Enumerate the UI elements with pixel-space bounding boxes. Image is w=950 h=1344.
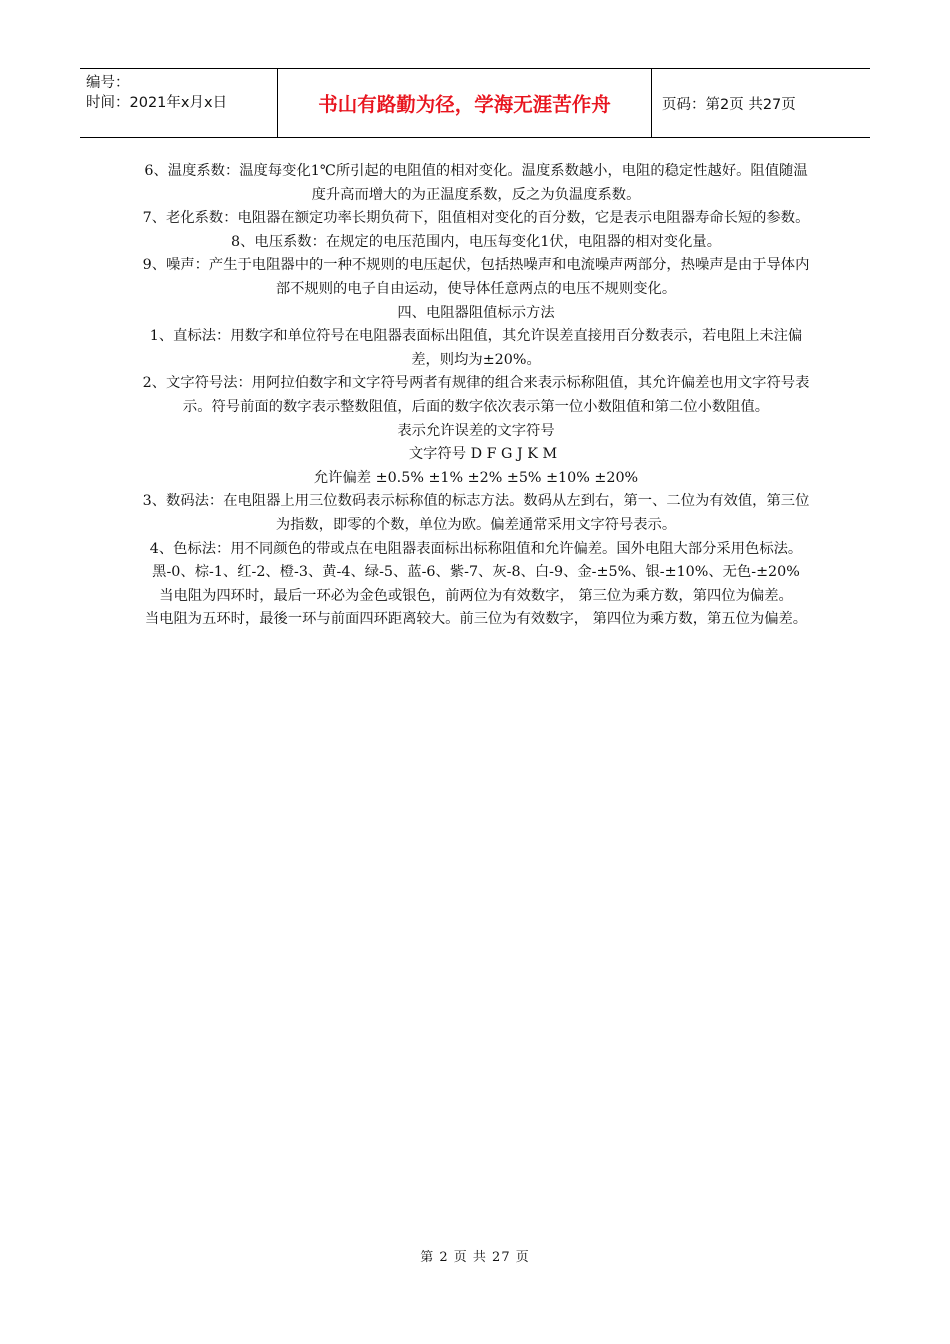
paragraph-voltage-coefficient: 8、电压系数：在规定的电压范围内，电压每变化1伏，电阻器的相对变化量。 bbox=[231, 233, 721, 250]
paragraph-five-band: 当电阻为五环时，最後一环与前面四环距离较大。前三位为有效数字， 第四位为乘方数，第五位为偏差。 bbox=[144, 611, 808, 628]
number-label: 编号： bbox=[86, 75, 130, 91]
tolerance-table-title: 表示允许误差的文字符号 bbox=[397, 422, 555, 439]
section-heading: 四、电阻器阻值标示方法 bbox=[397, 304, 555, 321]
header-motto-cell bbox=[278, 69, 652, 137]
document-body bbox=[140, 160, 812, 632]
paragraph-color-code: 4、色标法：用不同颜色的带或点在电阻器表面标出标称阻值和允许偏差。国外电阻大部分采用色标法。 bbox=[149, 540, 803, 557]
tolerance-values-row: 允许偏差 ±0.5% ±1% ±2% ±5% ±10% ±20% bbox=[313, 469, 639, 486]
paragraph-text-symbol: 2、文字符号法：用阿拉伯数字和文字符号两者有规律的组合来表示标称阻值，其允许偏差也用文字符号表示。符号前面的数字表示整数阻值，后面的数字依次表示第一位小数阻值和第二位小数阻值。 bbox=[142, 375, 810, 415]
paragraph-four-band: 当电阻为四环时，最后一环必为金色或银色，前两位为有效数字， 第三位为乘方数，第四位为偏差。 bbox=[159, 587, 793, 604]
motto: 书山有路勤为径，学海无涯苦作舟 bbox=[318, 93, 611, 116]
page-header bbox=[80, 68, 870, 138]
tolerance-symbols-row: 文字符号 D F G J K M bbox=[408, 446, 558, 463]
color-code-list: 黑-0、棕-1、红-2、橙-3、黄-4、绿-5、蓝-6、紫-7、灰-8、白-9、金-±5%、银-±10%、无色-±20% bbox=[152, 564, 800, 581]
page-footer bbox=[0, 1246, 950, 1265]
time-line: 时间：2021年x月x日 bbox=[86, 95, 228, 111]
footer-page-number: 第 2 页 共 27 页 bbox=[420, 1250, 530, 1265]
paragraph-aging-coefficient: 7、老化系数：电阻器在额定功率长期负荷下，阻值相对变化的百分数，它是表示电阻器寿命长短的参数。 bbox=[142, 210, 810, 227]
header-page-info bbox=[652, 69, 870, 137]
paragraph-noise: 9、噪声：产生于电阻器中的一种不规则的电压起伏，包括热噪声和电流噪声两部分，热噪声是由于导体内部不规则的电子自由运动，使导体任意两点的电压不规则变化。 bbox=[142, 257, 810, 297]
paragraph-direct-marking: 1、直标法：用数字和单位符号在电阻器表面标出阻值，其允许误差直接用百分数表示，若电阻上未注偏差，则均为±20%。 bbox=[149, 328, 803, 368]
page-info: 页码：第2页 共27页 bbox=[662, 96, 796, 113]
header-meta bbox=[80, 69, 278, 137]
paragraph-numeric-code: 3、数码法：在电阻器上用三位数码表示标称值的标志方法。数码从左到右，第一、二位为有效值，第三位为指数，即零的个数，单位为欧。偏差通常采用文字符号表示。 bbox=[142, 493, 810, 533]
paragraph-temperature-coefficient: 6、温度系数：温度每变化1℃所引起的电阻值的相对变化。温度系数越小，电阻的稳定性越好。阻值随温度升高而增大的为正温度系数，反之为负温度系数。 bbox=[144, 163, 808, 203]
